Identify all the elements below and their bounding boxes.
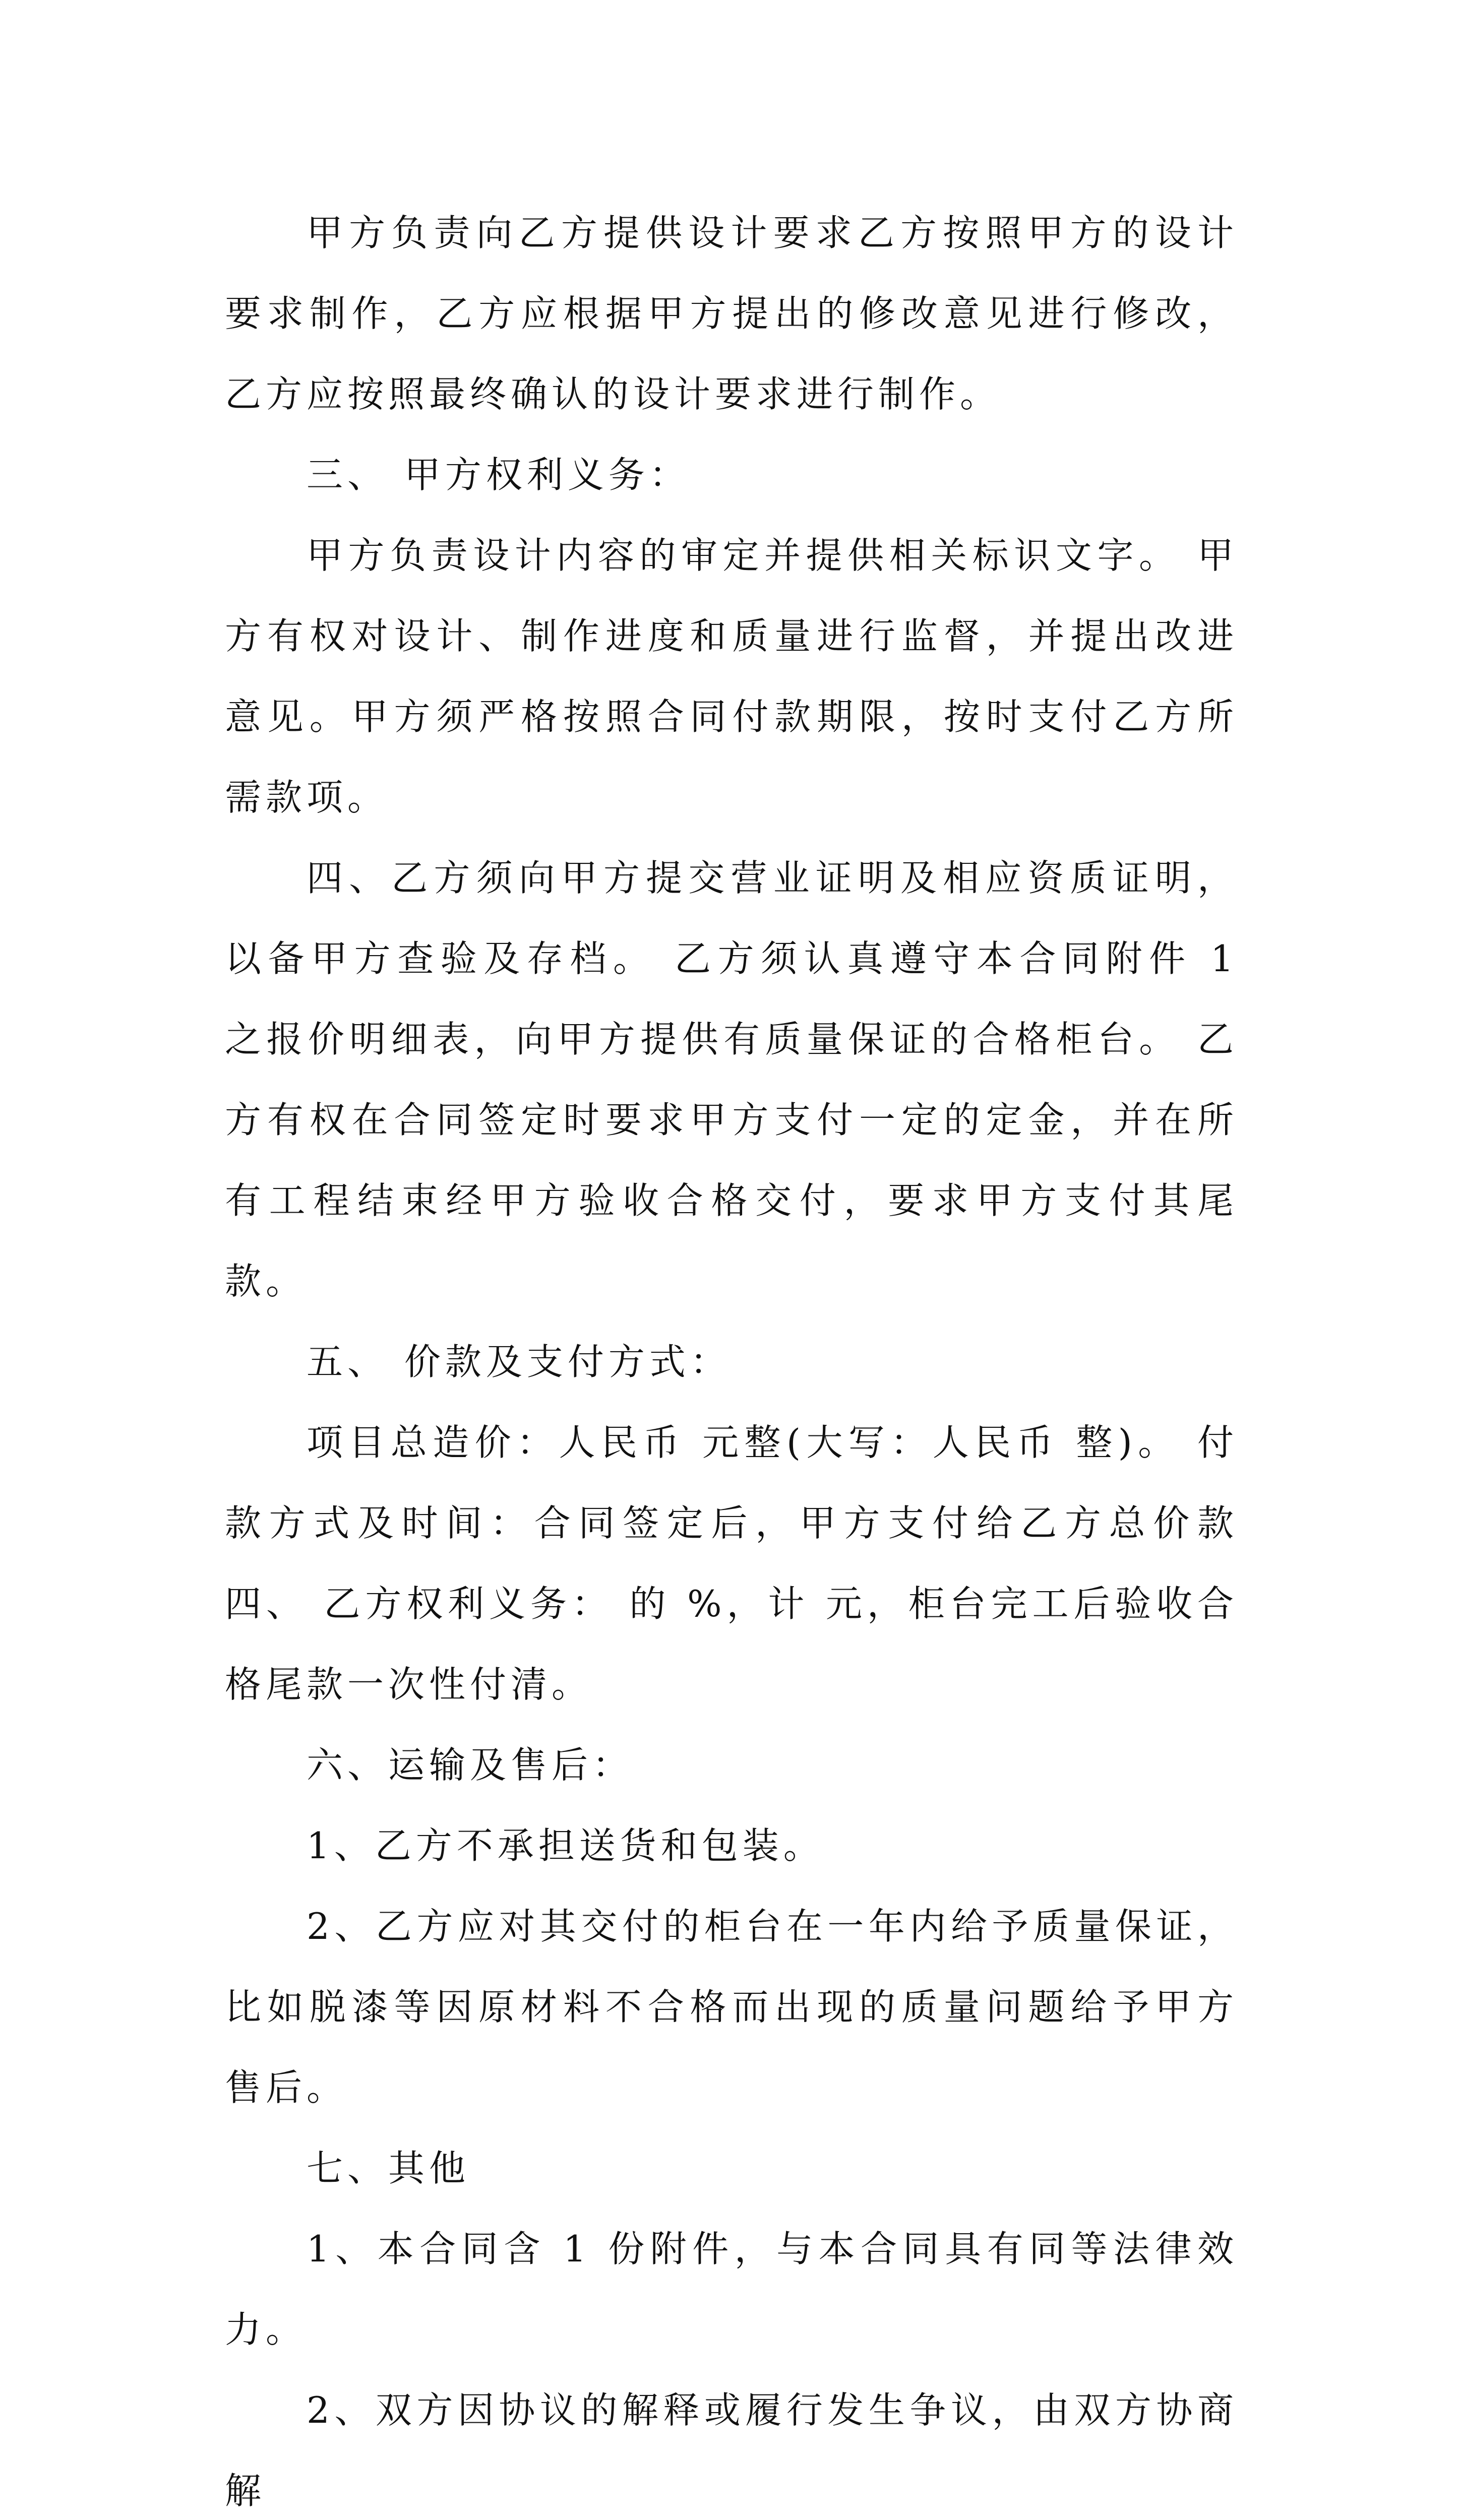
paragraph-no-delivery-packaging: 1、乙方不承担送货和包装。: [307, 1824, 824, 1867]
heading-price-payment: 五、 价款及支付方式：: [307, 1341, 731, 1383]
paragraph-quality-guarantee: 2、乙方应对其交付的柜台在一年内给予质量保证，比如脱漆等因原材料不合格而出现的质量问题给予甲方售后。: [225, 1905, 1238, 2109]
paragraph-design-requirements: 甲方负责向乙方提供设计要求乙方按照甲方的设计要求制作，乙方应根据甲方提出的修改意见进行修改，乙方应按照最终确认的设计要求进行制作。: [225, 212, 1238, 415]
heading-transport-after-sales: 六、运输及售后：: [307, 1744, 634, 1786]
paragraph-party-a-rights: 甲方负责设计内容的审定并提供相关标识文字。 甲方有权对设计、制作进度和质量进行监督，并提出改进意见。甲方须严格按照合同付款期限，按时支付乙方所需款项。: [225, 534, 1238, 818]
heading-other: 七、其他: [307, 2147, 470, 2189]
heading-party-a-rights: 三、 甲方权利义务：: [307, 454, 690, 496]
contract-text: [225, 193, 1238, 2520]
paragraph-dispute-resolution: 2、双方因协议的解释或履行发生争议，由双方协商解: [225, 2389, 1238, 2512]
paragraph-party-b-obligations: 四、乙方须向甲方提交营业证明及相应资质证明，以备甲方查验及存档。 乙方须认真遵守本合同附件 1 之报价明细表，向甲方提供有质量保证的合格柜台。 乙方有权在合同签定时要求甲方支付一定的定金，并在所有工程结束经甲方验收合格交付，要求甲方支付其尾款。: [225, 857, 1238, 1302]
paragraph-attachment: 1、本合同含 1 份附件，与本合同具有同等法律效力。: [225, 2228, 1238, 2351]
paragraph-price-payment: 项目总造价：人民币 元整(大写：人民币 整)。 付款方式及时间：合同签定后，甲方支付给乙方总价款 四、 乙方权利义务： 的 %，计 元，柜台完工后验收合格尾款一次性付清。: [225, 1421, 1238, 1706]
